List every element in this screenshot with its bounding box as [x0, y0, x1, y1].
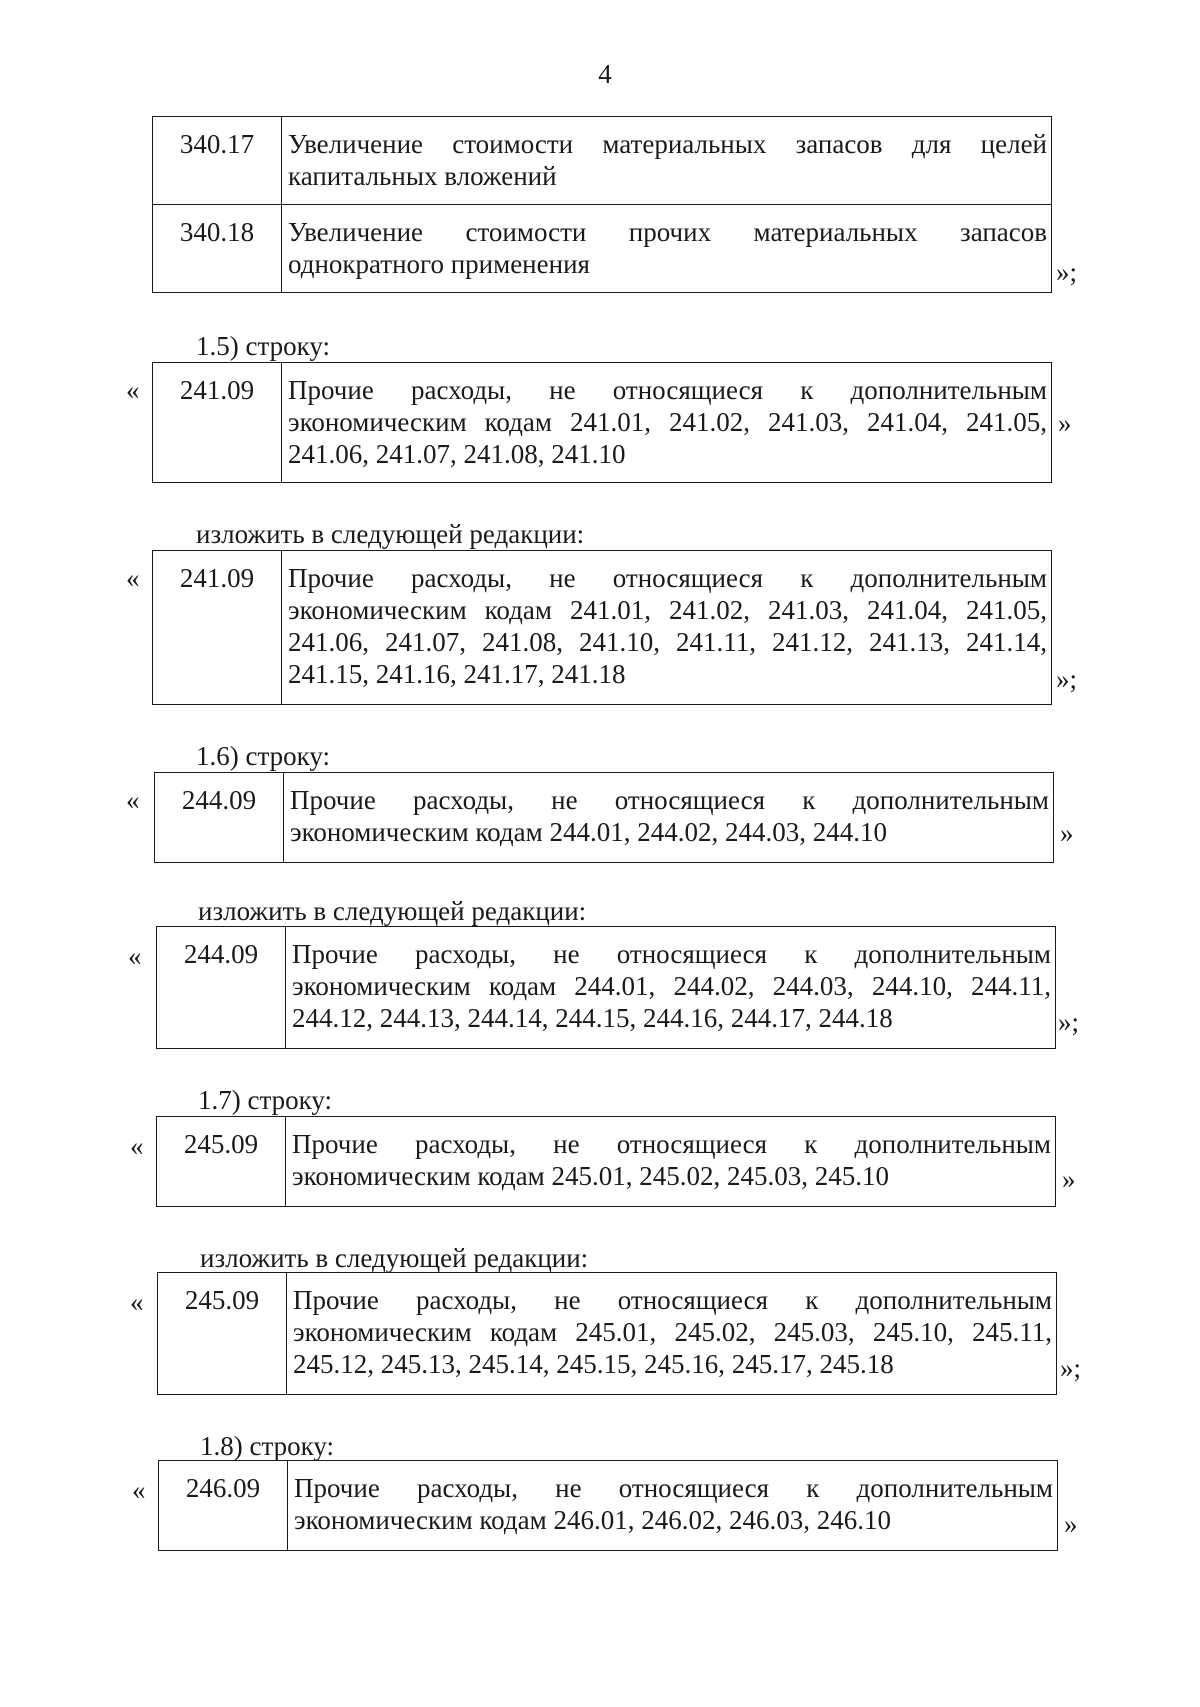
amendment-table: [157, 1272, 1057, 1395]
table-row: [153, 117, 1052, 205]
intro-text: 1.8) строку:: [200, 1431, 334, 1461]
page-number: 4: [598, 59, 612, 89]
table-row: [158, 1273, 1057, 1395]
description-cell: Прочие расходы, не относящиеся к дополнительным экономическим кодам 244.01, 244.02, 244.03, 244.10: [284, 773, 1054, 863]
code-cell: 245.09: [157, 1117, 286, 1207]
amendment-table: [156, 926, 1056, 1049]
closing-quote: »: [1062, 1164, 1076, 1194]
description-cell: Прочие расходы, не относящиеся к дополнительным экономическим кодам 245.01, 245.02, 245.03, 245.10: [286, 1117, 1056, 1207]
code-cell: 245.09: [158, 1273, 287, 1395]
opening-quote: «: [128, 941, 142, 971]
amendment-table: [152, 362, 1052, 483]
opening-quote: «: [126, 375, 140, 405]
intro-text: изложить в следующей редакции:: [200, 1243, 589, 1273]
table-row: [157, 927, 1056, 1049]
opening-quote: «: [130, 1287, 144, 1317]
opening-quote: «: [126, 785, 140, 815]
intro-text: изложить в следующей редакции:: [198, 896, 587, 926]
closing-quote: »: [1064, 1509, 1078, 1539]
code-cell: 241.09: [153, 363, 282, 483]
amendment-table: [152, 116, 1052, 293]
code-cell: 241.09: [153, 551, 282, 705]
table-row: [153, 551, 1052, 705]
description-cell: Увеличение стоимости материальных запасов для целей капитальных вложений: [282, 117, 1052, 205]
intro-text: изложить в следующей редакции:: [196, 519, 585, 549]
closing-quote: »: [1060, 818, 1074, 848]
description-cell: Прочие расходы, не относящиеся к дополнительным экономическим кодам 241.01, 241.02, 241.03, 241.04, 241.05, 241.06, 241.07, 241.08, 241.10: [282, 363, 1052, 483]
table-row: [159, 1461, 1058, 1551]
code-cell: 340.17: [153, 117, 282, 205]
description-cell: Прочие расходы, не относящиеся к дополнительным экономическим кодам 246.01, 246.02, 246.03, 246.10: [288, 1461, 1058, 1551]
closing-quote: »;: [1058, 1007, 1080, 1037]
amendment-table: [154, 772, 1054, 863]
table-row: [153, 205, 1052, 293]
description-cell: Прочие расходы, не относящиеся к дополнительным экономическим кодам 244.01, 244.02, 244.03, 244.10, 244.11, 244.12, 244.13, 244.14, 244.15, 244.16, 244.17, 244.18: [286, 927, 1056, 1049]
closing-quote: »: [1058, 408, 1072, 438]
code-cell: 340.18: [153, 205, 282, 293]
intro-text: 1.5) строку:: [196, 331, 330, 361]
closing-quote: »;: [1056, 257, 1078, 287]
amendment-table: [156, 1116, 1056, 1207]
closing-quote: »;: [1060, 1353, 1082, 1383]
code-cell: 244.09: [157, 927, 286, 1049]
description-cell: Прочие расходы, не относящиеся к дополнительным экономическим кодам 241.01, 241.02, 241.03, 241.04, 241.05, 241.06, 241.07, 241.08, 241.10, 241.11, 241.12, 241.13, 241.14, 241.15, 241.16, 241.17, 241.18: [282, 551, 1052, 705]
table-row: [153, 363, 1052, 483]
closing-quote: »;: [1056, 664, 1078, 694]
table-row: [155, 773, 1054, 863]
opening-quote: «: [126, 563, 140, 593]
code-cell: 244.09: [155, 773, 284, 863]
amendment-table: [152, 550, 1052, 705]
opening-quote: «: [130, 1131, 144, 1161]
amendment-table: [158, 1460, 1058, 1551]
opening-quote: «: [132, 1475, 146, 1505]
description-cell: Прочие расходы, не относящиеся к дополнительным экономическим кодам 245.01, 245.02, 245.03, 245.10, 245.11, 245.12, 245.13, 245.14, 245.15, 245.16, 245.17, 245.18: [287, 1273, 1057, 1395]
intro-text: 1.6) строку:: [196, 741, 330, 771]
intro-text: 1.7) строку:: [198, 1085, 332, 1115]
description-cell: Увеличение стоимости прочих материальных запасов однократного применения: [282, 205, 1052, 293]
table-row: [157, 1117, 1056, 1207]
code-cell: 246.09: [159, 1461, 288, 1551]
